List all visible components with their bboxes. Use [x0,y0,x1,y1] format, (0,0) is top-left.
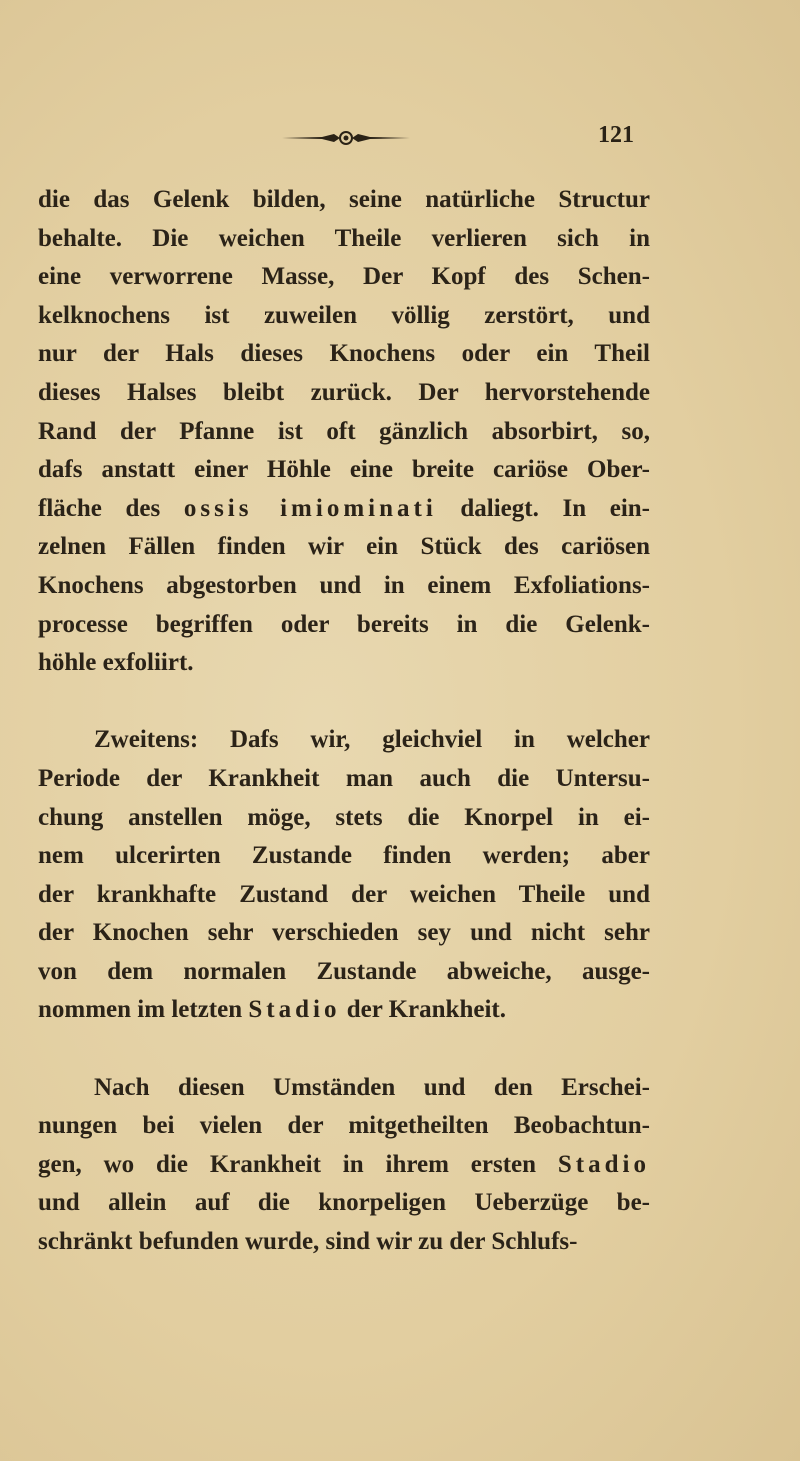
spaced-latin-term: ossis imiominati [183,494,437,522]
spaced-latin-term: Stadio [248,996,341,1024]
text-line: nur der Hals dieses Knochens oder ein Theil [38,340,650,368]
text-line: der Knochen sehr verschieden sey und nicht sehr [38,919,650,947]
text-line: behalte. Die weichen Theile verlieren sich in [38,224,650,252]
text-line [38,991,650,1030]
text-line: schränkt befunden wurde, sind wir zu der Schlufs- [38,1228,578,1256]
text-line: Periode der Krankheit man auch die Untersu- [38,764,650,792]
text-segment: daliegt. In ein- [436,494,650,522]
paragraph-1 [38,181,650,683]
text-line: dafs anstatt einer Höhle eine breite cariöse Ober- [38,456,650,484]
text-line: nem ulcerirten Zustande finden werden; aber [38,842,650,870]
body-text [38,181,650,1262]
text-line: processe begriffen oder bereits in die Gelenk- [38,610,650,638]
text-line: Nach diesen Umständen und den Erschei- [94,1073,650,1101]
page-number: 121 [598,122,634,148]
text-line: Knochens abgestorben und in einem Exfoliations- [38,571,650,599]
paragraph-3 [38,1069,650,1262]
text-line: chung anstellen möge, stets die Knorpel in ei- [38,803,650,831]
text-line [38,1146,650,1185]
text-line: der krankhafte Zustand der weichen Theile und [38,880,650,908]
paragraph-2 [38,721,650,1030]
text-line: eine verworrene Masse, Der Kopf des Schen- [38,263,650,291]
text-line: Rand der Pfanne ist oft gänzlich absorbirt, so, [38,417,650,445]
spaced-latin-term: Stadio [557,1150,650,1178]
page-header [0,122,800,152]
text-segment: nommen im letzten [38,996,249,1024]
ornament-icon [282,130,410,146]
text-line: zelnen Fällen finden wir ein Stück des cariösen [38,533,650,561]
text-line: von dem normalen Zustande abweiche, ausge- [38,957,650,985]
text-segment: gen, wo die Krankheit in ihrem ersten [38,1150,558,1178]
text-segment: fläche des [38,494,184,522]
text-line: Zweitens: Dafs wir, gleichviel in welcher [94,726,650,754]
text-line [38,490,650,529]
text-line: dieses Halses bleibt zurück. Der hervorstehende [38,378,650,406]
text-line: kelknochens ist zuweilen völlig zerstört, und [38,301,650,329]
text-line: höhle exfoliirt. [38,649,194,677]
text-segment: der Krankheit. [340,996,506,1024]
text-line: und allein auf die knorpeligen Ueberzüge be- [38,1189,650,1217]
text-line: die das Gelenk bilden, seine natürliche Structur [38,186,650,213]
text-line: nungen bei vielen der mitgetheilten Beobachtun- [38,1112,650,1140]
